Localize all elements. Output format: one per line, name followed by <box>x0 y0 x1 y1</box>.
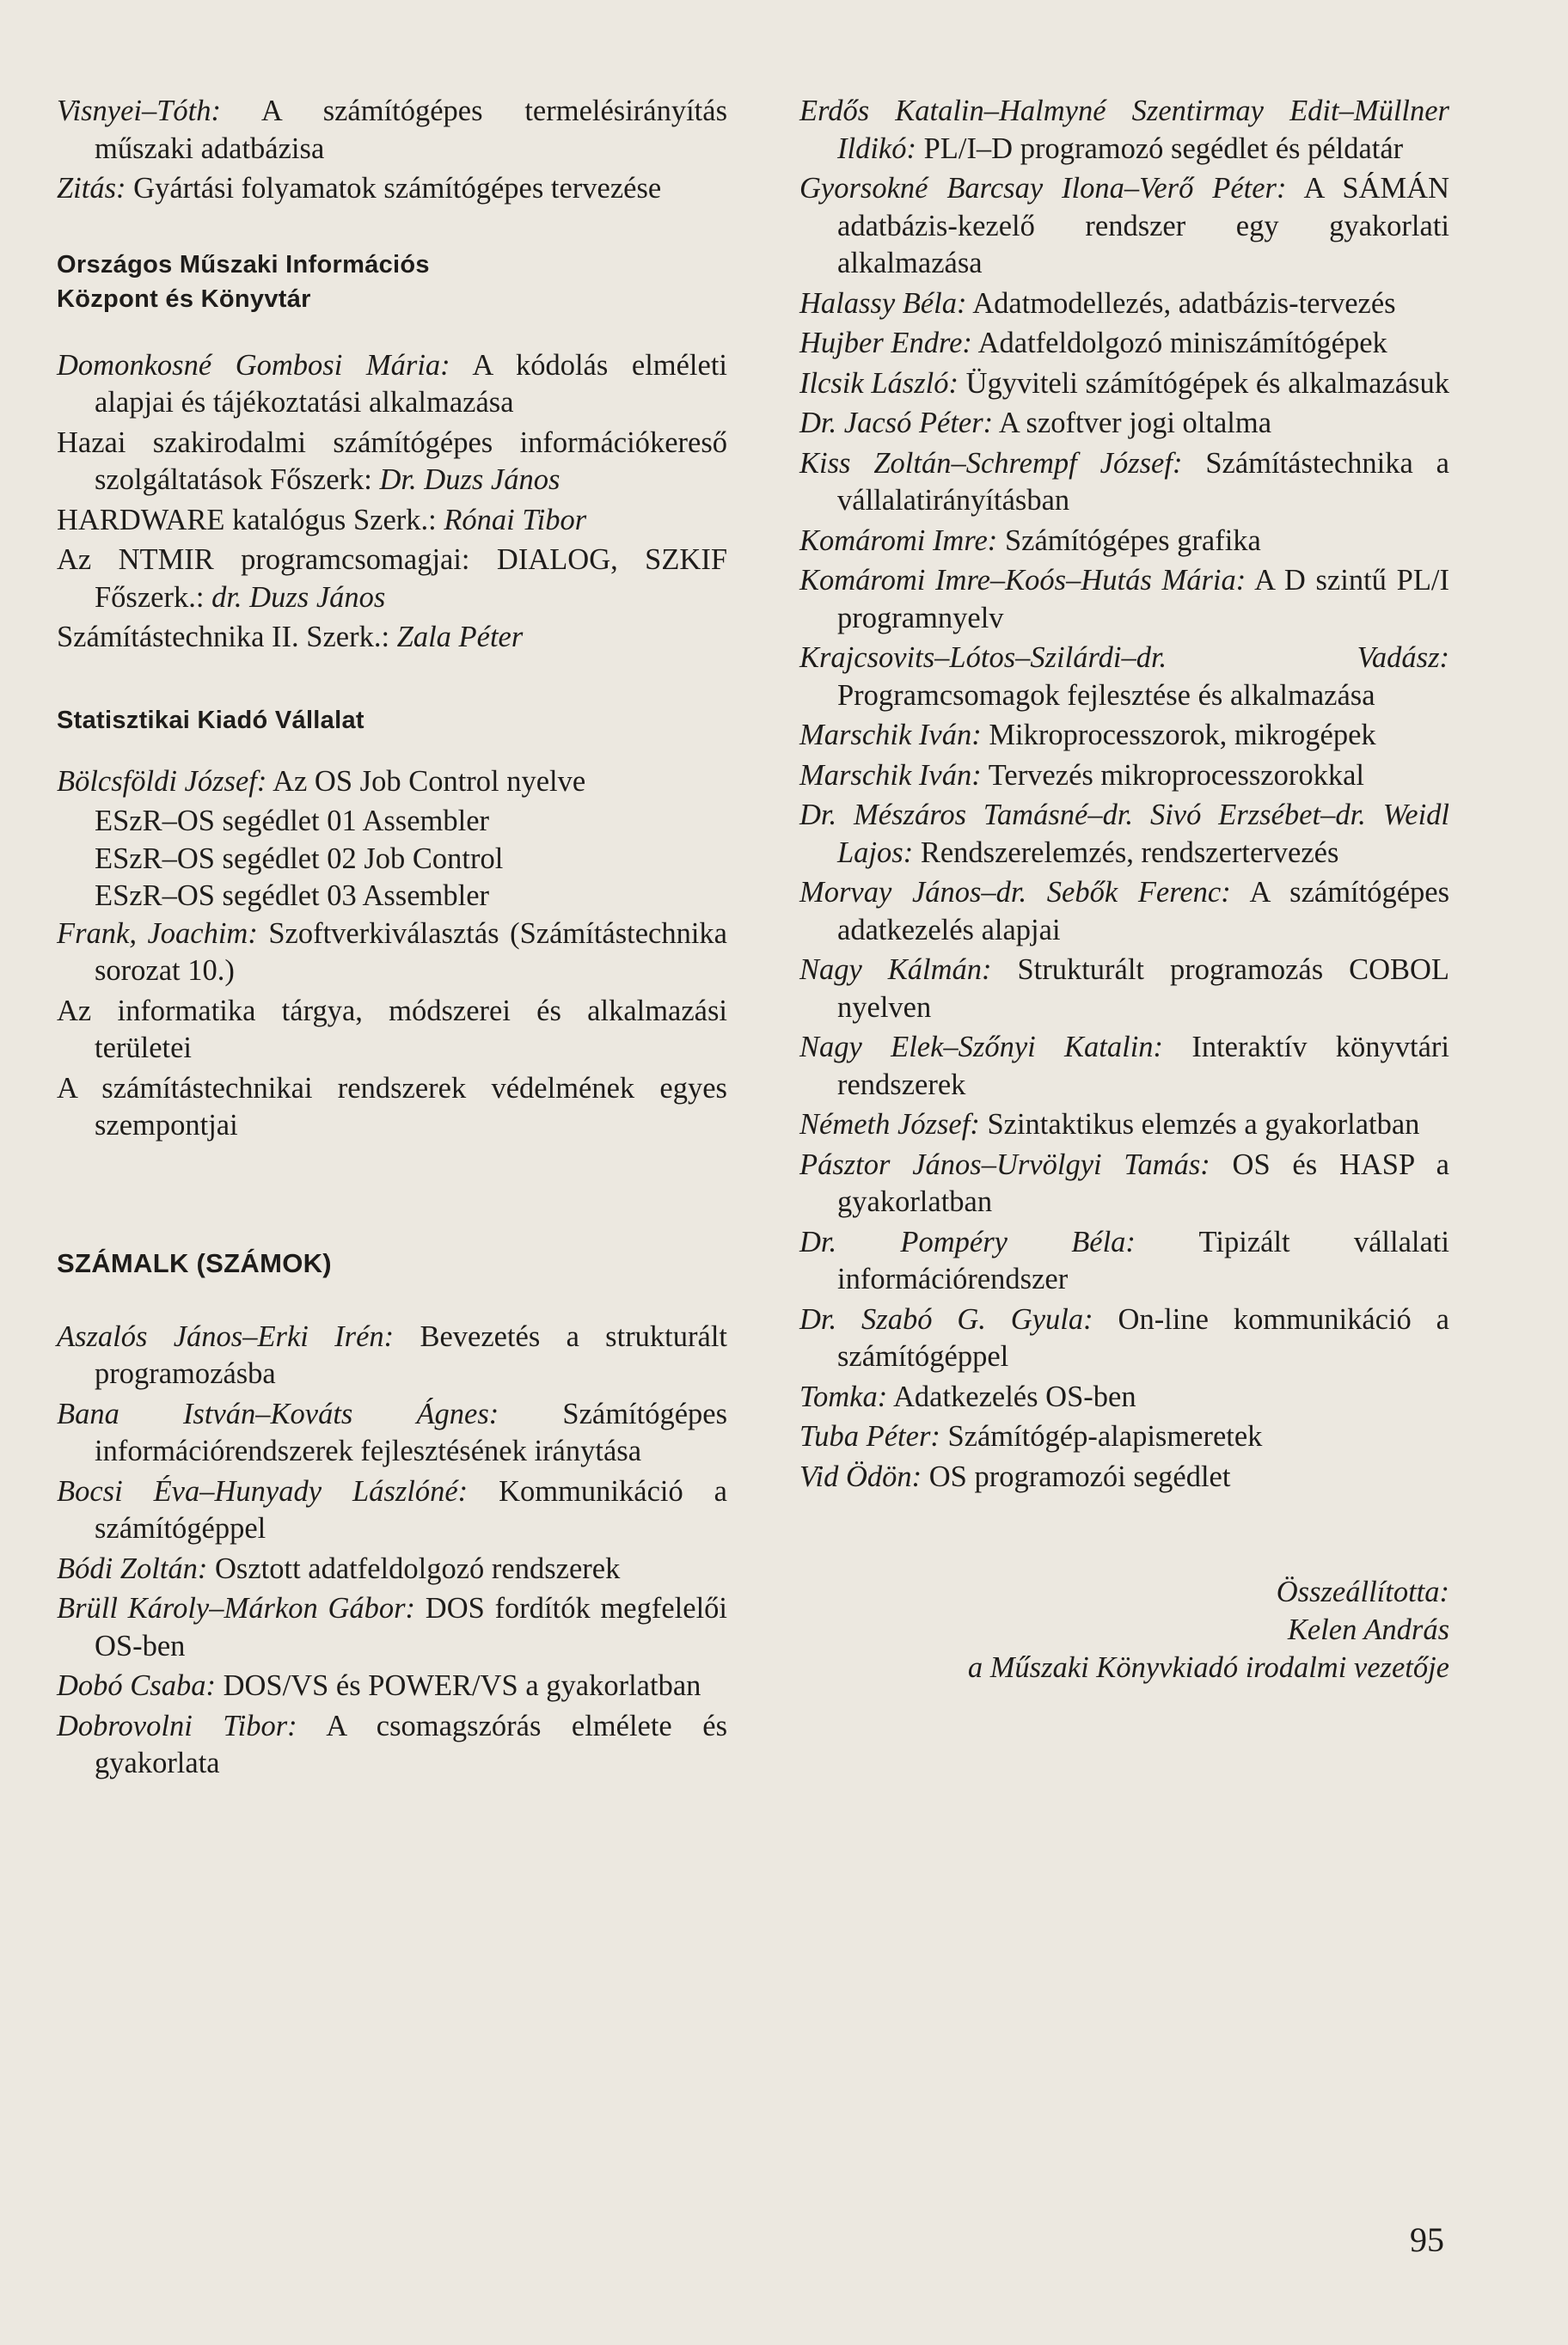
author: Dr. Szabó G. Gyula: <box>799 1302 1093 1336</box>
title: Gyártási folyamatok számítógépes tervezése <box>126 172 662 205</box>
title: A csomagszórás elmélete és gyakorlata <box>95 1709 728 1779</box>
list-item <box>57 1319 727 1393</box>
credits-role: a Műszaki Könyvkiadó irodalmi vezetője <box>967 1651 1449 1684</box>
author: Dobó Csaba: <box>57 1669 216 1702</box>
author: Visnyei–Tóth: <box>57 95 221 127</box>
title: Interaktív könyvtári rendszerek <box>837 1031 1449 1101</box>
author: Bana István–Kováts Ágnes: <box>57 1397 499 1430</box>
title: HARDWARE katalógus Szerk.: <box>57 503 444 536</box>
author: Zitás: <box>57 172 126 205</box>
title: Osztott adatfeldolgozó rendszerek <box>207 1552 621 1585</box>
list-item <box>799 717 1449 755</box>
author: Pásztor János–Urvölgyi Tamás: <box>799 1148 1210 1181</box>
title: A számítógépes adatkezelés alapjai <box>837 876 1450 946</box>
title: DOS/VS és POWER/VS a gyakorlatban <box>215 1669 701 1702</box>
list-item <box>799 1147 1449 1221</box>
title: Strukturált programozás COBOL nyelven <box>837 953 1449 1024</box>
list-item <box>799 874 1449 949</box>
title: Számítástechnika a vállalatirányításban <box>837 446 1449 517</box>
list-item <box>57 347 727 422</box>
author: Komáromi Imre: <box>799 523 998 557</box>
publisher-heading <box>57 248 727 316</box>
list-item <box>799 1459 1449 1497</box>
list-item <box>799 445 1449 520</box>
author: Kiss Zoltán–Schrempf József: <box>799 446 1183 480</box>
list-item <box>57 1473 727 1548</box>
list-item <box>799 757 1449 795</box>
list-item <box>799 1106 1449 1144</box>
list-item <box>799 285 1449 323</box>
sub-item: ESzR–OS segédlet 01 Assembler <box>95 805 489 837</box>
author: Ilcsik László: <box>799 366 959 400</box>
editor: Zala Péter <box>396 621 524 653</box>
title: OS és HASP a gyakorlatban <box>837 1148 1449 1218</box>
list-item <box>57 542 727 616</box>
author: Nagy Kálmán: <box>799 953 992 986</box>
list-item <box>57 1708 727 1783</box>
author: Dr. Jacsó Péter: <box>799 407 994 439</box>
list-item <box>799 405 1449 443</box>
author: Morvay János–dr. Sebők Ferenc: <box>799 876 1231 909</box>
list-item <box>799 170 1449 283</box>
title: Számítógép-alapismeretek <box>940 1420 1263 1453</box>
title: On-line kommunikáció a számítógéppel <box>837 1302 1449 1373</box>
title: Programcsomagok fejlesztése és alkalmazása <box>837 678 1375 712</box>
page-number: 95 <box>1410 2220 1444 2259</box>
title: A D szintű PL/I programnyelv <box>837 564 1449 634</box>
list-item <box>57 1551 727 1589</box>
title: A szoftver jogi oltalma <box>993 407 1272 439</box>
author: Dr. Mészáros Tamásné–dr. Sivó Erzsébet–dr. Weidl Lajos: <box>799 799 1449 869</box>
list-item: A számítástechnikai rendszerek védelmének egyes szempontjai <box>57 1071 727 1142</box>
list-item <box>57 1396 727 1471</box>
list-item <box>57 1590 727 1665</box>
list-item <box>57 619 727 657</box>
list-item <box>799 797 1449 872</box>
title: Az OS Job Control nyelve <box>266 764 586 798</box>
author: Tuba Péter: <box>799 1420 940 1453</box>
list-item <box>799 1224 1449 1299</box>
list-item <box>799 365 1449 403</box>
title: Adatfeldolgozó miniszámítógépek <box>971 327 1387 359</box>
publisher-heading: Statisztikai Kiadó Vállalat <box>57 706 364 734</box>
author: Halassy Béla: <box>799 286 967 320</box>
list-item <box>57 915 727 990</box>
editor: Dr. Duzs János <box>379 463 560 496</box>
list-item <box>799 523 1449 560</box>
title: Kommunikáció a számítógéppel <box>95 1474 727 1545</box>
title: Szoftverkiválasztás (Számítástechnika sorozat 10.) <box>95 916 727 987</box>
title: DOS fordítók megfelelői OS-ben <box>95 1592 727 1662</box>
list-item <box>57 93 727 168</box>
title: Adatkezelés OS-ben <box>887 1380 1136 1413</box>
title: Mikroprocesszorok, mikrogépek <box>981 719 1376 751</box>
author: Frank, Joachim: <box>57 916 258 950</box>
right-column <box>799 93 1449 1687</box>
author: Vid Ödön: <box>799 1460 922 1493</box>
author: Aszalós János–Erki Irén: <box>57 1319 395 1353</box>
author: Krajcsovits–Lótos–Szilárdi–dr. Vadász: <box>799 641 1449 674</box>
title: Az NTMIR programcsomagjai: DIALOG, SZKIF Főszerk.: <box>57 543 727 614</box>
list-item <box>57 425 727 499</box>
author: Komáromi Imre–Koós–Hutás Mária: <box>799 564 1246 597</box>
list-item <box>799 952 1449 1026</box>
title: Tervezés mikroprocesszorokkal <box>981 758 1365 792</box>
author: Brüll Károly–Márkon Gábor: <box>57 1592 416 1625</box>
title: Tipizált vállalati információrendszer <box>837 1225 1449 1295</box>
list-item <box>57 1668 727 1705</box>
list-item <box>799 325 1449 363</box>
author: Marschik Iván: <box>799 719 982 751</box>
title: Számítógépes grafika <box>997 523 1261 557</box>
list-item <box>57 763 727 801</box>
author: Bocsi Éva–Hunyady Lászlóné: <box>57 1474 469 1508</box>
author: Dr. Pompéry Béla: <box>799 1225 1136 1258</box>
editor: dr. Duzs János <box>211 580 386 614</box>
title: A kódolás elméleti alapjai és tájékoztatási alkalmazása <box>95 348 727 419</box>
author: Tomka: <box>799 1380 888 1413</box>
list-item <box>57 170 727 208</box>
author: Erdős Katalin–Halmyné Szentirmay Edit–Müllner Ildikó: <box>799 95 1449 165</box>
credits <box>799 1573 1449 1687</box>
list-item <box>799 93 1449 168</box>
author: Bódi Zoltán: <box>57 1552 208 1585</box>
list-item <box>799 1301 1449 1376</box>
title: Adatmodellezés, adatbázis-tervezés <box>966 286 1396 320</box>
title: Számítástechnika II. Szerk.: <box>57 621 397 653</box>
editor: Rónai Tibor <box>444 503 587 536</box>
list-item <box>799 562 1449 637</box>
sub-item: ESzR–OS segédlet 03 Assembler <box>95 879 489 912</box>
title: Bevezetés a strukturált programozásba <box>95 1319 727 1390</box>
author: Domonkosné Gombosi Mária: <box>57 348 450 382</box>
publisher-heading-line: Országos Műszaki Információs <box>57 250 430 279</box>
publisher-heading: SZÁMALK (SZÁMOK) <box>57 1247 332 1278</box>
credits-label: Összeállította: <box>1276 1576 1449 1608</box>
title: A SÁMÁN adatbázis-kezelő rendszer egy gyakorlati alkalmazása <box>837 172 1449 279</box>
title: OS programozói segédlet <box>922 1460 1231 1493</box>
title: Ügyviteli számítógépek és alkalmazásuk <box>958 366 1449 400</box>
list-item <box>799 1029 1449 1104</box>
author: Dobrovolni Tibor: <box>57 1709 297 1742</box>
author: Hujber Endre: <box>799 327 972 359</box>
author: Németh József: <box>799 1108 980 1141</box>
title: Rendszerelemzés, rendszertervezés <box>913 836 1339 869</box>
author: Bölcsföldi József: <box>57 764 267 798</box>
title: A számítógépes termelésirányítás műszaki adatbázisa <box>95 95 727 165</box>
author: Gyorsokné Barcsay Ilona–Verő Péter: <box>799 172 1287 205</box>
author: Marschik Iván: <box>799 758 982 792</box>
title: PL/I–D programozó segédlet és példatár <box>916 132 1404 165</box>
list-item <box>799 640 1449 714</box>
left-column <box>57 93 727 1785</box>
author: Nagy Elek–Szőnyi Katalin: <box>799 1031 1164 1063</box>
credits-name: Kelen András <box>1287 1613 1449 1646</box>
list-item <box>57 502 727 540</box>
list-item <box>799 1418 1449 1456</box>
list-item <box>799 1379 1449 1417</box>
sub-item: ESzR–OS segédlet 02 Job Control <box>95 842 504 875</box>
title: Szintaktikus elemzés a gyakorlatban <box>979 1108 1420 1141</box>
publisher-heading-line: Központ és Könyvtár <box>57 285 311 313</box>
list-item: Az informatika tárgya, módszerei és alkalmazási területei <box>57 994 727 1064</box>
title: Számítógépes információrendszerek fejlesztésének iránytása <box>95 1397 728 1467</box>
title: Hazai szakirodalmi számítógépes információkereső szolgáltatások Főszerk: <box>57 426 727 496</box>
